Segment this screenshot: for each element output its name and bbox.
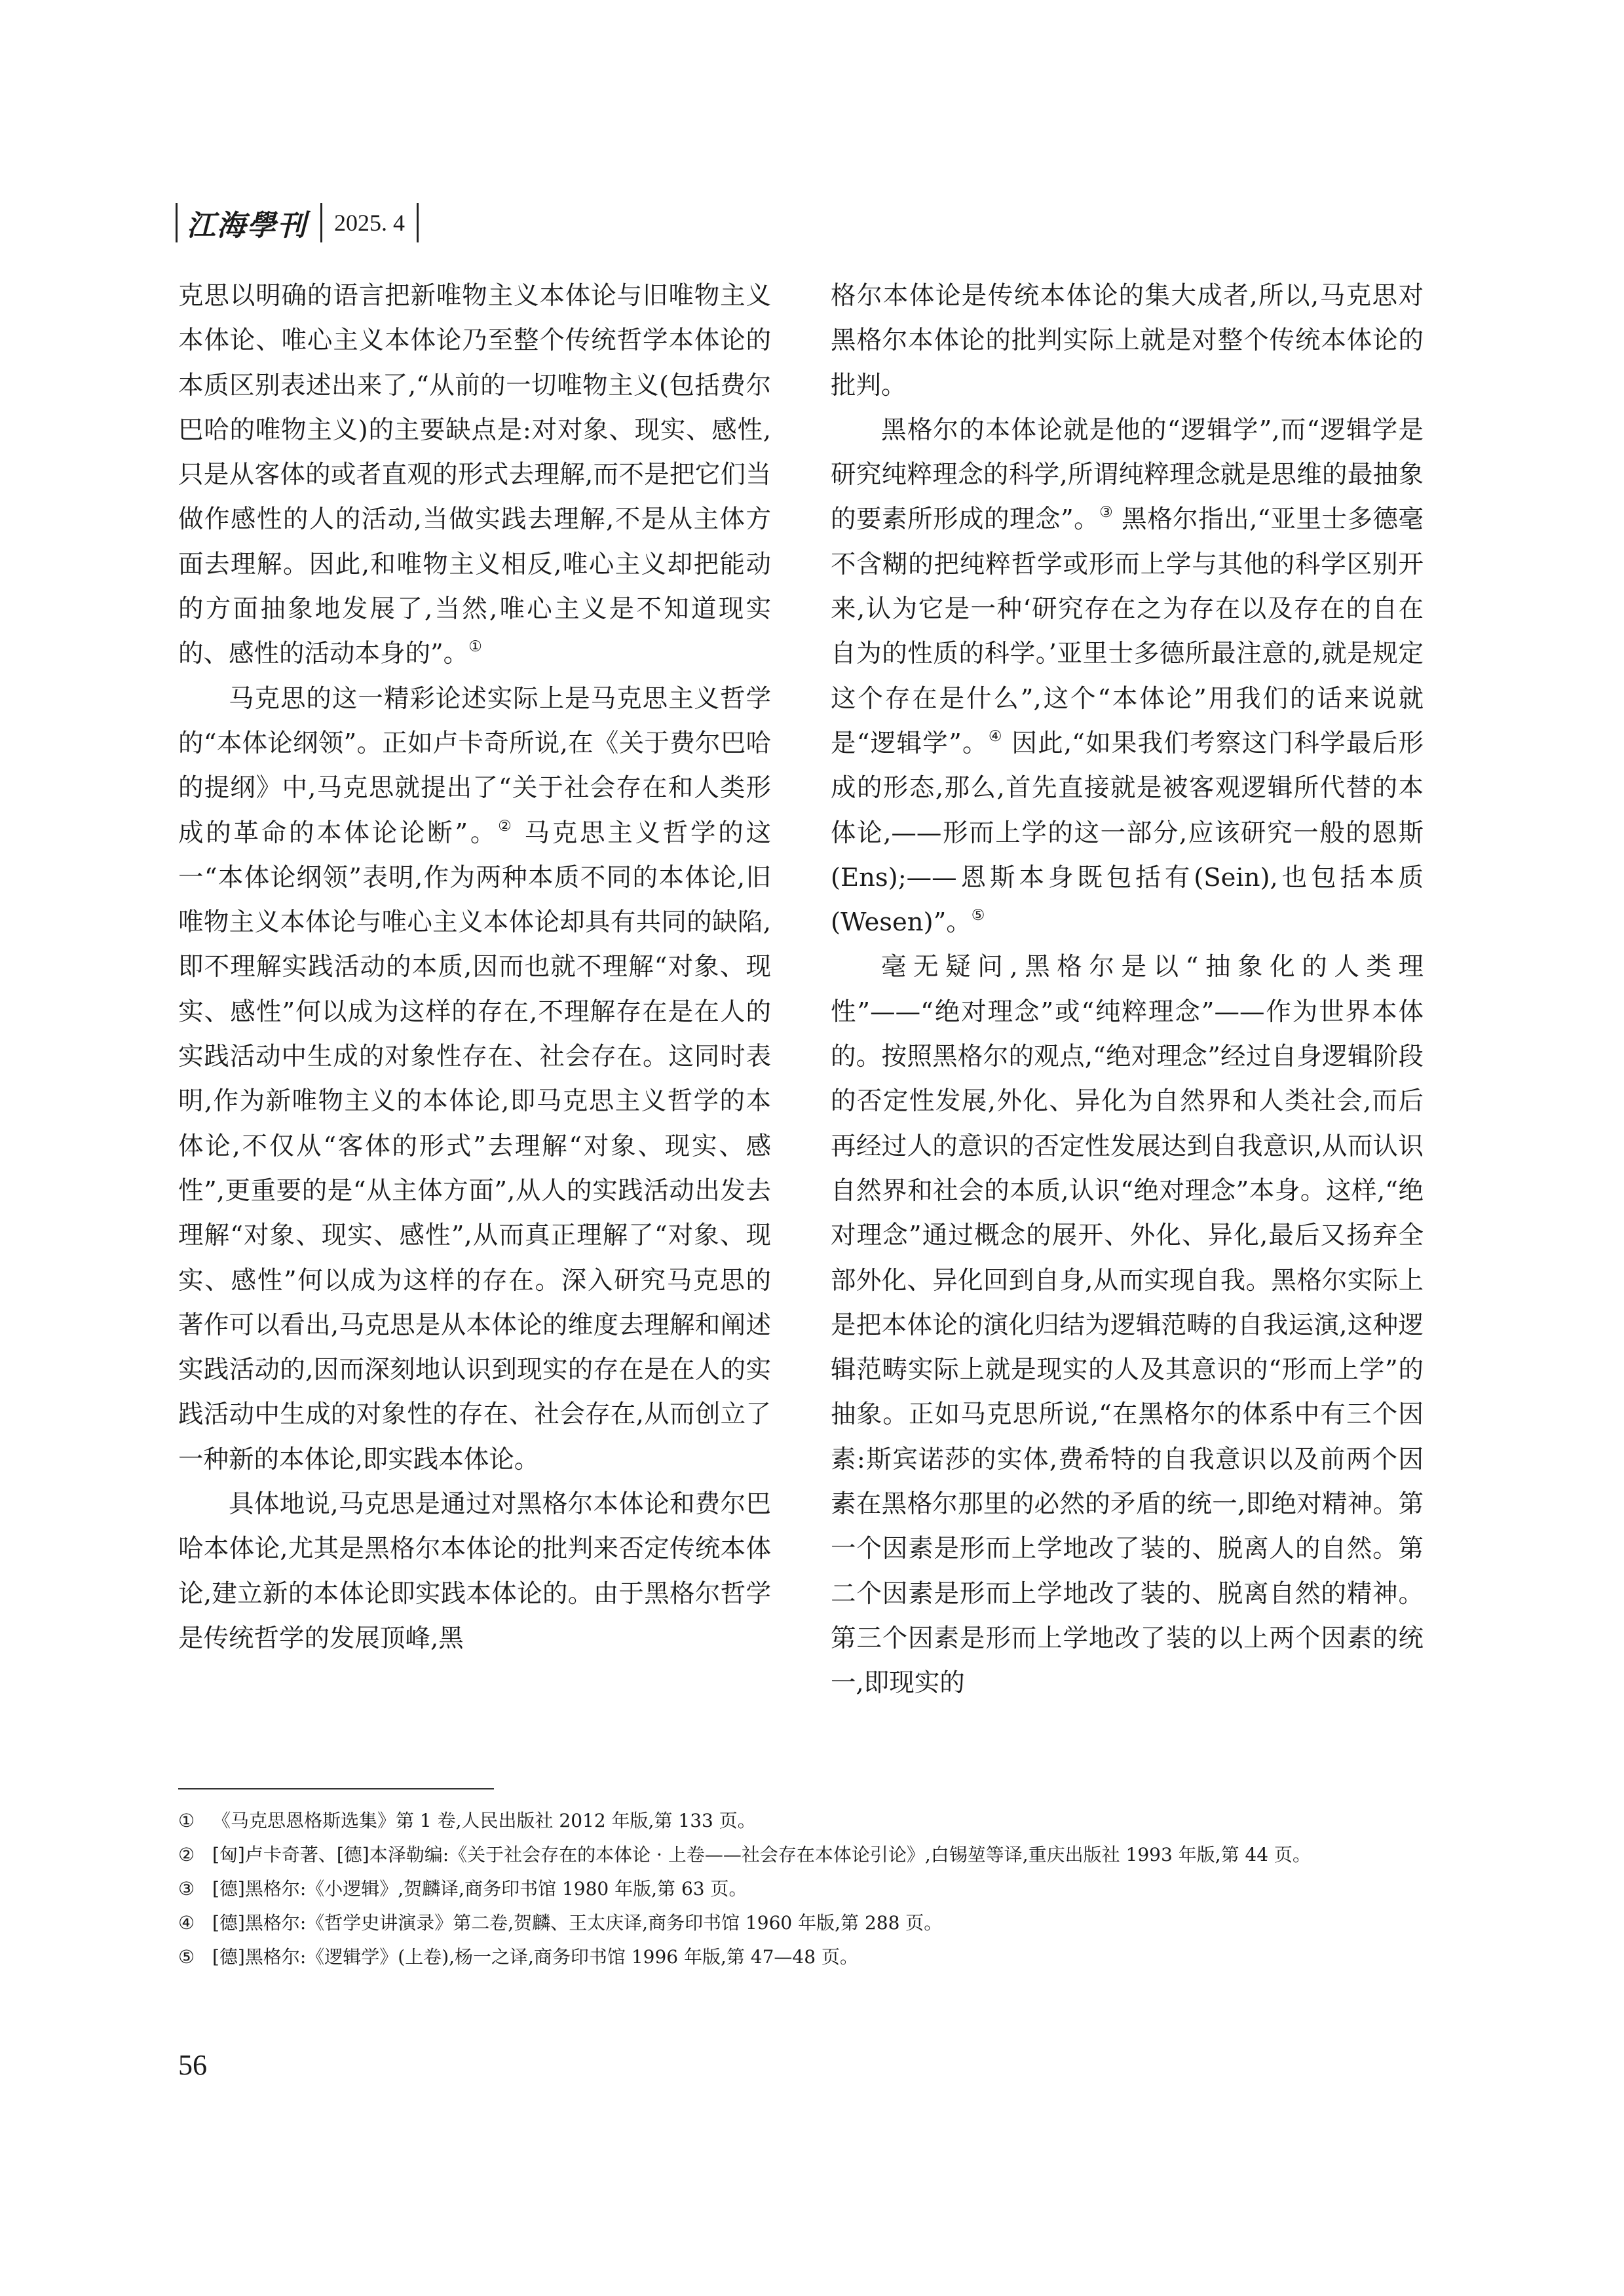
footnotes <box>178 1808 1433 1979</box>
footnote-item <box>178 1945 1433 1970</box>
issue-number: 2025. 4 <box>334 210 405 236</box>
footnote-reference[interactable]: ③ <box>1099 504 1114 522</box>
footnote-marker: ④ <box>178 1912 195 1934</box>
footnote-reference[interactable]: ④ <box>988 727 1003 745</box>
footnote-item <box>178 1877 1433 1902</box>
body-paragraph: 具体地说,马克思是通过对黑格尔本体论和费尔巴哈本体论,尤其是黑格尔本体论的批判来否定传统本体论,建立新的本体论即实践本体论的。由于黑格尔哲学是传统哲学的发展顶峰,黑 <box>178 1489 771 1653</box>
running-header <box>176 197 419 249</box>
footnote-marker: ① <box>178 1810 195 1831</box>
right-column <box>831 274 1424 1706</box>
footnote-reference[interactable]: ① <box>468 638 482 656</box>
footnote-marker: ③ <box>178 1878 195 1900</box>
body-paragraph: 克思以明确的语言把新唯物主义本体论与旧唯物主义本体论、唯心主义本体论乃至整个传统哲学本体论的本质区别表述出来了,“从前的一切唯物主义(包括费尔巴哈的唯物主义)的主要缺点是:对对象、现实、感性,只是从客体的或者直观的形式去理解,而不是把它们当做作感性的人的活动,当做实践去理解,不是从主体方面去理解。因此,和唯物主义相反,唯心主义却把能动的方面抽象地发展了,当然,唯心主义是不知道现实的、感性的活动本身的”。① <box>178 281 771 669</box>
header-divider <box>417 203 419 242</box>
body-paragraph: 黑格尔的本体论就是他的“逻辑学”,而“逻辑学是研究纯粹理念的科学,所谓纯粹理念就是思维的最抽象的要素所形成的理念”。③ 黑格尔指出,“亚里士多德毫不含糊的把纯粹哲学或形而上学与其他的科学区别开来,认为它是一种‘研究存在之为存在以及存在的自在自为的性质的科学。’亚里士多德所最注意的,就是规定这个存在是什么”,这个“本体论”用我们的话来说就是“逻辑学”。④ 因此,“如果我们考察这门科学最后形成的形态,那么,首先直接就是被客观逻辑所代替的本体论,——形而上学的这一部分,应该研究一般的恩斯(Ens);——恩斯本身既包括有(Sein),也包括本质(Wesen)”。⑤ <box>831 415 1424 938</box>
left-column <box>178 274 771 1661</box>
footnote-text: [德]黑格尔:《哲学史讲演录》第二卷,贺麟、王太庆译,商务印书馆 1960 年版,第 288 页。 <box>212 1912 943 1934</box>
footnote-text: [匈]卢卡奇著、[德]本泽勒编:《关于社会存在的本体论 · 上卷——社会存在本体论引论》,白锡堃等译,重庆出版社 1993 年版,第 44 页。 <box>212 1844 1312 1866</box>
footnote-rule <box>178 1788 494 1789</box>
page-number: 56 <box>178 2049 207 2081</box>
footnote-item <box>178 1808 1433 1833</box>
footnote-item <box>178 1911 1433 1936</box>
footnote-item <box>178 1843 1433 1867</box>
footnote-text: [德]黑格尔:《逻辑学》(上卷),杨一之译,商务印书馆 1996 年版,第 47—48 页。 <box>212 1946 858 1968</box>
body-paragraph: 马克思的这一精彩论述实际上是马克思主义哲学的“本体论纲领”。正如卢卡奇所说,在《关于费尔巴哈的提纲》中,马克思就提出了“关于社会存在和人类形成的革命的本体论论断”。② 马克思主义哲学的这一“本体论纲领”表明,作为两种本质不同的本体论,旧唯物主义本体论与唯心主义本体论却具有共同的缺陷,即不理解实践活动的本质,因而也就不理解“对象、现实、感性”何以成为这样的存在,不理解存在是在人的实践活动中生成的对象性存在、社会存在。这同时表明,作为新唯物主义的本体论,即马克思主义哲学的本体论,不仅从“客体的形式”去理解“对象、现实、感性”,更重要的是“从主体方面”,从人的实践活动出发去理解“对象、现实、感性”,从而真正理解了“对象、现实、感性”何以成为这样的存在。深入研究马克思的著作可以看出,马克思是从本体论的维度去理解和阐述实践活动的,因而深刻地认识到现实的存在是在人的实践活动中生成的对象性的存在、社会存在,从而创立了一种新的本体论,即实践本体论。 <box>178 683 771 1474</box>
footnote-text: 《马克思恩格斯选集》第 1 卷,人民出版社 2012 年版,第 133 页。 <box>212 1810 756 1831</box>
footnote-reference[interactable]: ② <box>498 817 514 835</box>
body-paragraph: 格尔本体论是传统本体论的集大成者,所以,马克思对黑格尔本体论的批判实际上就是对整个传统本体论的批判。 <box>831 281 1424 400</box>
body-paragraph: 毫无疑问,黑格尔是以“抽象化的人类理性”——“绝对理念”或“纯粹理念”——作为世界本体的。按照黑格尔的观点,“绝对理念”经过自身逻辑阶段的否定性发展,外化、异化为自然界和人类社会,而后再经过人的意识的否定性发展达到自我意识,从而认识自然界和社会的本质,认识“绝对理念”本身。这样,“绝对理念”通过概念的展开、外化、异化,最后又扬弃全部外化、异化回到自身,从而实现自我。黑格尔实际上是把本体论的演化归结为逻辑范畴的自我运演,这种逻辑范畴实际上就是现实的人及其意识的“形而上学”的抽象。正如马克思所说,“在黑格尔的体系中有三个因素:斯宾诺莎的实体,费希特的自我意识以及前两个因素在黑格尔那里的必然的矛盾的统一,即绝对精神。第一个因素是形而上学地改了装的、脱离人的自然。第二个因素是形而上学地改了装的、脱离自然的精神。第三个因素是形而上学地改了装的以上两个因素的统一,即现实的 <box>831 952 1424 1698</box>
footnote-reference[interactable]: ⑤ <box>971 907 985 924</box>
footnote-marker: ⑤ <box>178 1946 195 1968</box>
footnote-text: [德]黑格尔:《小逻辑》,贺麟译,商务印书馆 1980 年版,第 63 页。 <box>212 1878 747 1900</box>
footnote-marker: ② <box>178 1844 195 1866</box>
journal-logo: 江海學刊 <box>187 209 307 242</box>
